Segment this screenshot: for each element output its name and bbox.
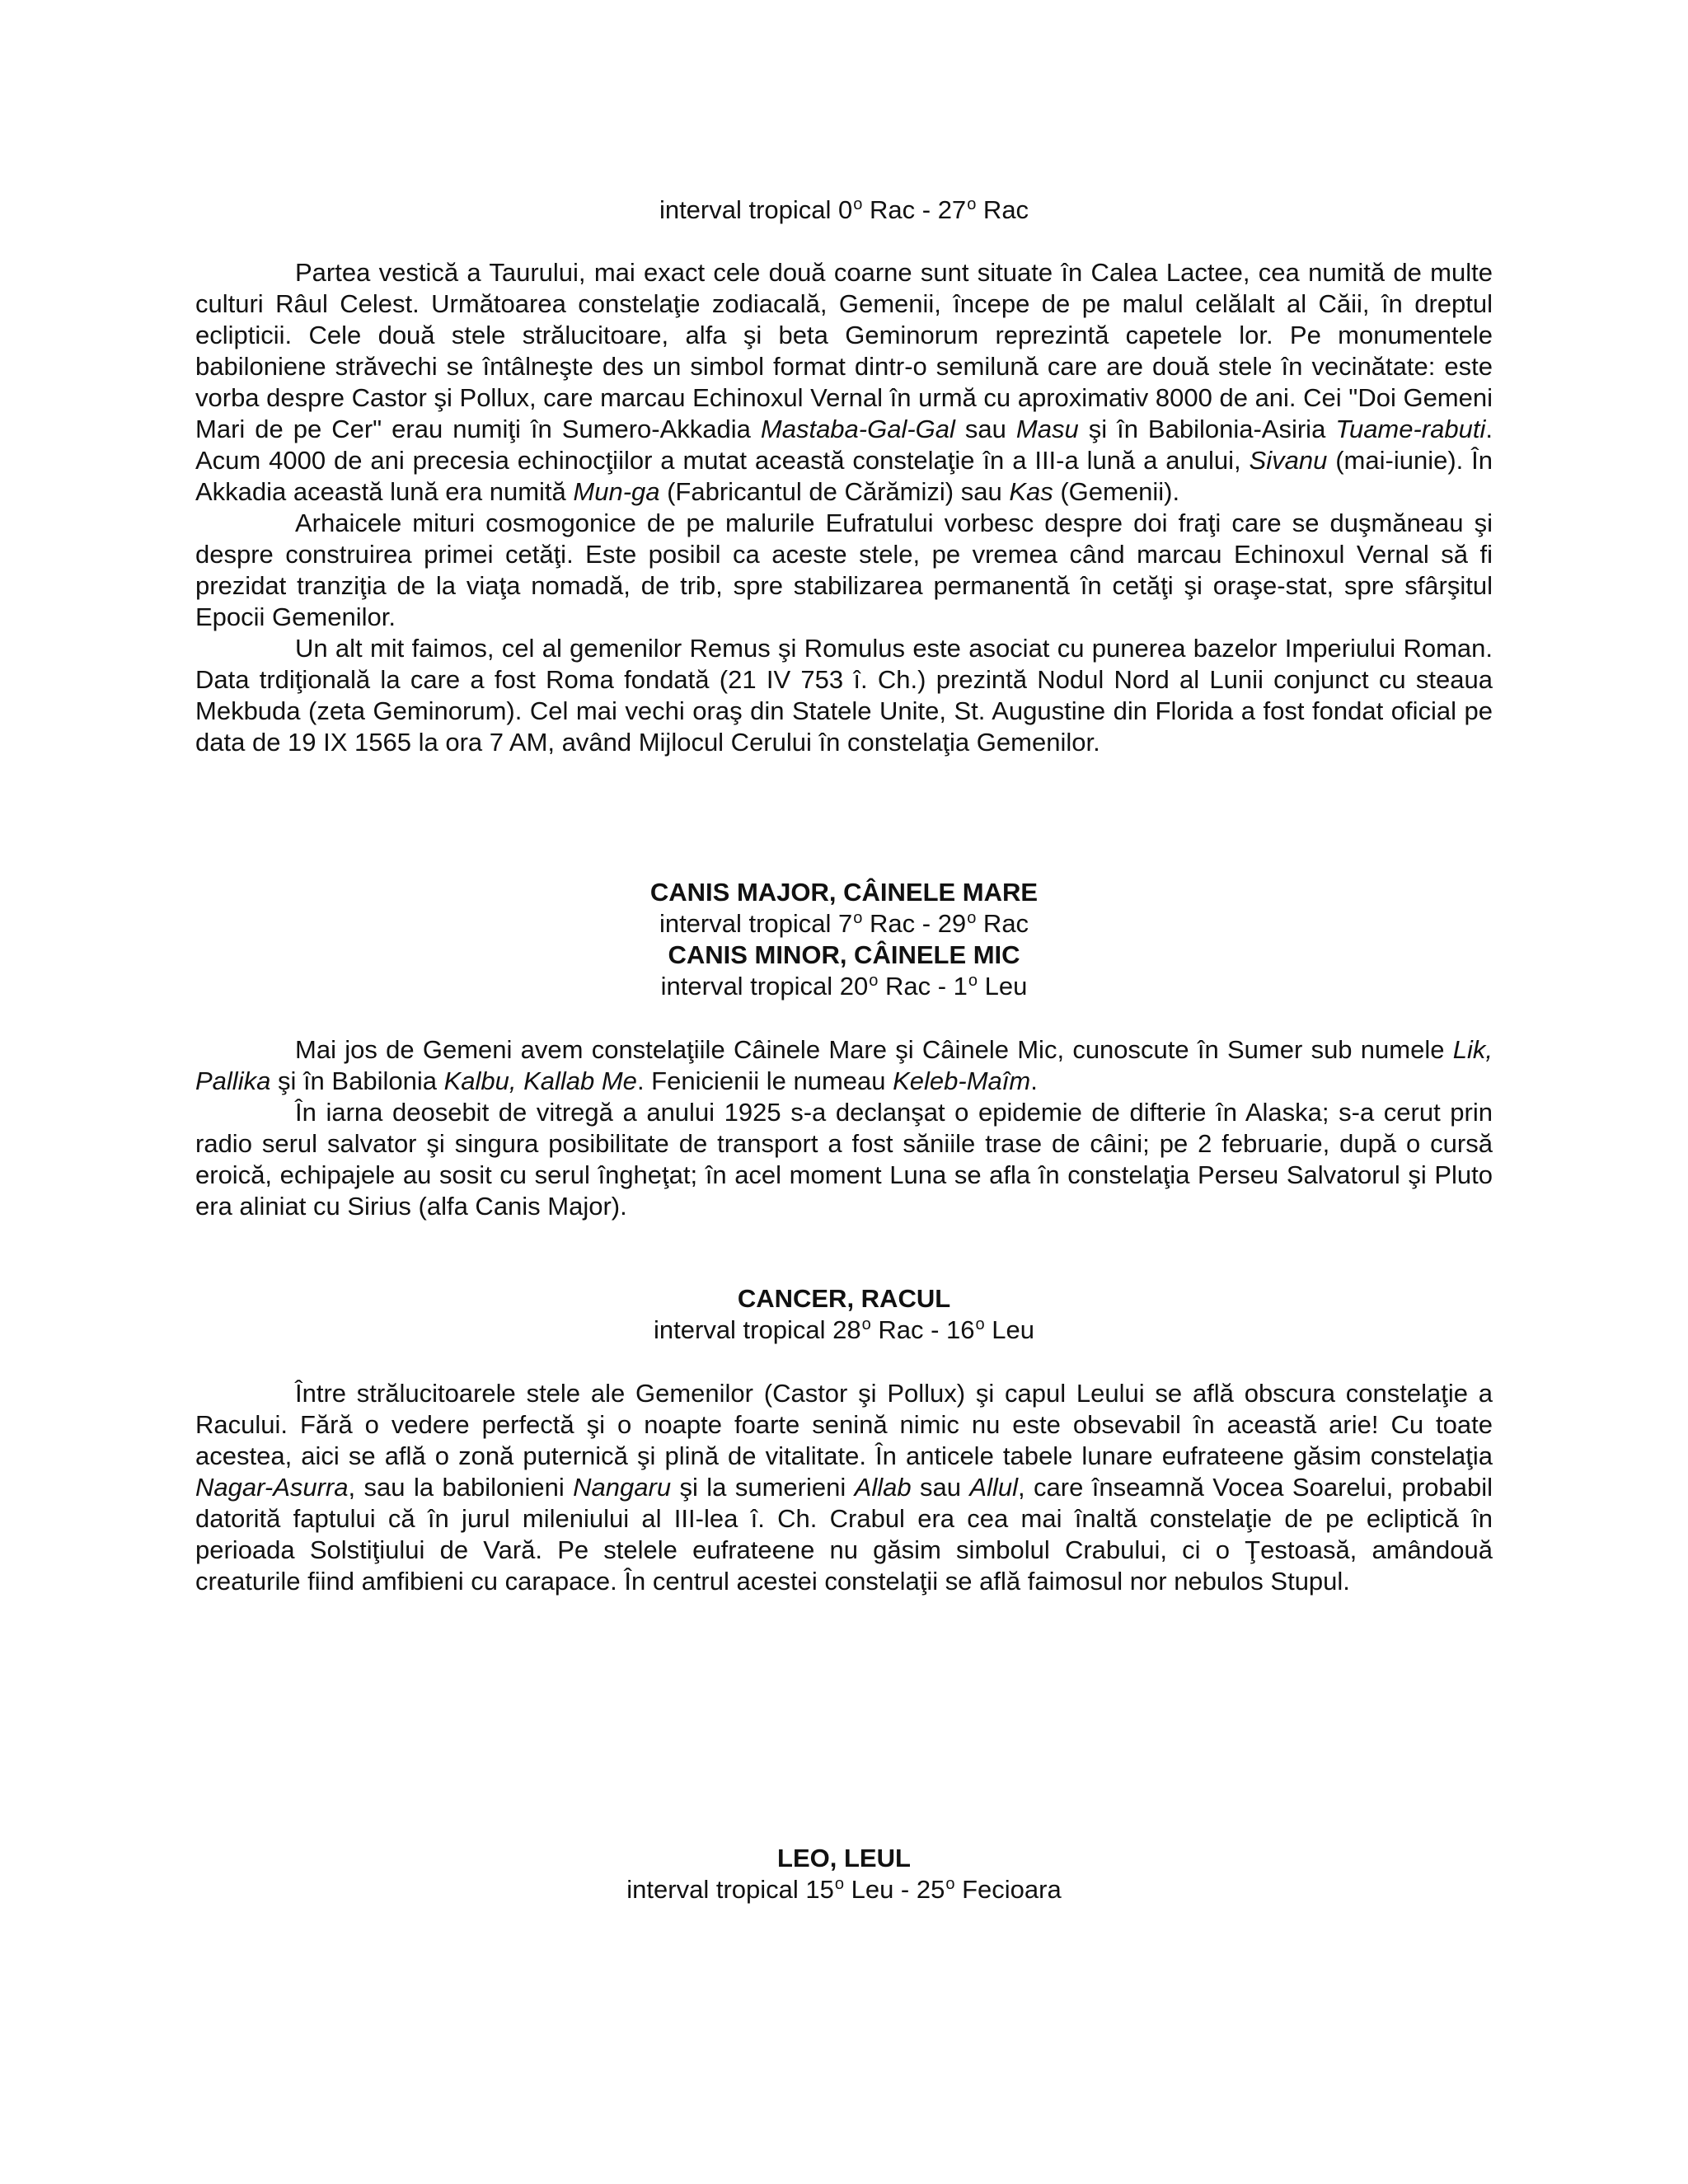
gemini-paragraph-2 — [195, 508, 1493, 633]
italic-term: Tuame-rabuti — [1335, 415, 1486, 443]
italic-term: Allul — [969, 1473, 1018, 1502]
canis-minor-range — [0, 971, 1688, 1005]
degree-mark: o — [853, 909, 863, 927]
degree-mark: o — [869, 972, 879, 990]
range-text: Rac - 1 — [878, 972, 968, 1001]
range-text: Rac - 27 — [862, 195, 967, 224]
text-run: . Acum 4000 de ani precesia echinocţiilor a mutat această constelaţie în a III-a lună a anului, — [195, 415, 1493, 475]
degree-mark: o — [945, 1875, 955, 1893]
text-run: În iarna deosebit de vitregă a anului 1925 s-a declanşat o epidemie de difterie în Alaska; s-a cerut prin radio serul salvator şi singura posibilitate de transport a fost săniile trase de câini; pe 2 februarie, după o cursă eroică, echipajele au sosit cu serul îngheţat; în acel moment Luna se afla în constelaţia Perseu Salvatorul şi Pluto era aliniat cu Sirius (alfa Canis Major). — [195, 1098, 1493, 1221]
canis-minor-title: CANIS MINOR, CÂINELE MIC — [668, 940, 1020, 969]
degree-mark: o — [834, 1875, 844, 1893]
text-run: şi în Babilonia — [270, 1066, 444, 1095]
italic-term: Mun-ga — [573, 477, 660, 506]
degree-mark: o — [853, 195, 863, 213]
degree-mark: o — [861, 1315, 871, 1333]
text-run: şi în Babilonia-Asiria — [1078, 415, 1336, 443]
range-text: Rac — [976, 909, 1029, 938]
gemini-range — [0, 194, 1688, 229]
italic-term: Nagar-Asurra — [195, 1473, 349, 1502]
range-text: Leu — [978, 972, 1028, 1001]
range-text: Rac - 16 — [870, 1315, 975, 1344]
gemini-paragraph-3 — [195, 633, 1493, 758]
range-text: Leu - 25 — [843, 1875, 945, 1904]
range-text: Leu — [984, 1315, 1034, 1344]
italic-term: Kalbu, Kallab Me — [443, 1066, 637, 1095]
text-run: , sau la babilonieni — [348, 1473, 574, 1502]
cancer-paragraph-1 — [195, 1378, 1493, 1597]
text-run: (mai-iunie). În Akkadia această lună era numită — [195, 446, 1493, 506]
text-run: Arhaicele mituri cosmogonice de pe malurile Eufratului vorbesc despre doi fraţi care se duşmăneau şi despre construirea primei cetăţi. Este posibil ca aceste stele, pe vremea când marcau Echinoxul Vernal să fi prezidat tranziţia de la viaţa nomadă, de trib, spre stabilizarea permanentă în cetăţi şi oraşe-stat, spre sfârşitul Epocii Gemenilor. — [195, 509, 1493, 631]
cancer-title: CANCER, RACUL — [737, 1284, 951, 1313]
italic-term: Sivanu — [1249, 446, 1328, 475]
text-run: Un alt mit faimos, cel al gemenilor Remus şi Romulus este asociat cu punerea bazelor Imperiului Roman. Data trdiţională la care a fost Roma fondată (21 IV 753 î. Ch.) prezintă Nodul Nord al Lunii conjunct cu steaua Mekbuda (zeta Geminorum). Cel mai vechi oraş din Statele Unite, St. Augustine din Florida a fost fondat oficial pe data de 19 IX 1565 la ora 7 AM, având Mijlocul Cerului în constelaţia Gemenilor. — [195, 634, 1493, 757]
range-text: interval tropical 28 — [654, 1315, 861, 1344]
gemini-body — [195, 257, 1493, 758]
leo-range — [0, 1874, 1688, 1909]
text-run: . Fenicienii le numeau — [636, 1066, 893, 1095]
canis-paragraph-1 — [195, 1034, 1493, 1097]
text-run: (Gemenii). — [1053, 477, 1180, 506]
text-run: Partea vestică a Taurului, mai exact cele două coarne sunt situate în Calea Lactee, cea numită de multe culturi Râul Celest. Următoarea constelaţie zodiacală, Gemenii, începe de pe malul celălalt al Căii, în dreptul eclipticii. Cele două stele strălucitoare, alfa şi beta Geminorum reprezintă capetele lor. Pe monumentele babiloniene străvechi se întâlneşte des un simbol format dintr-o semilună care are două stele în vecinătate: este vorba despre Castor şi Pollux, care marcau Echinoxul Vernal în urmă cu aproximativ 8000 de ani. Cei "Doi Gemeni Mari de pe Cer" erau numiţi în Sumero-Akkadia — [195, 258, 1493, 443]
text-run: . — [1030, 1066, 1038, 1095]
italic-term: Kas — [1009, 477, 1053, 506]
canis-major-title: CANIS MAJOR, CÂINELE MARE — [649, 878, 1039, 907]
range-text: Rac — [976, 195, 1029, 224]
italic-term: Masu — [1015, 415, 1079, 443]
cancer-body — [195, 1378, 1493, 1597]
degree-mark: o — [968, 972, 978, 990]
text-run: sau — [911, 1473, 970, 1502]
canis-body — [195, 1034, 1493, 1222]
leo-title: LEO, LEUL — [777, 1844, 911, 1872]
degree-mark: o — [967, 909, 977, 927]
text-run: , care înseamnă Vocea Soarelui, probabil datorită faptului că în jurul mileniului al III-lea î. Ch. Crabul era cea mai înaltă constelaţie de pe ecliptică în perioada Solstiţiului de Vară. Pe stelele eufrateene nu găsim simbolul Crabului, ci o Ţestoasă, amândouă creaturile fiind amfibieni cu carapace. În centrul acestei constelaţii se află faimosul nor nebulos Stupul. — [195, 1473, 1493, 1596]
text-run: Mai jos de Gemeni avem constelaţiile Câinele Mare şi Câinele Mic, cunoscute în Sumer sub numele — [295, 1035, 1453, 1064]
text-run: şi la sumerieni — [671, 1473, 855, 1502]
text-run: Între strălucitoarele stele ale Gemenilor (Castor şi Pollux) şi capul Leului se află obscura constelaţie a Racului. Fără o vedere perfectă şi o noapte foarte senină nimic nu este obsevabil în această arie! Cu toate acestea, aici se află o zonă puternică şi plină de vitalitate. În anticele tabele lunare eufrateene găsim constelaţia — [195, 1379, 1493, 1470]
canis-paragraph-2 — [195, 1097, 1493, 1222]
gemini-paragraph-1 — [195, 257, 1493, 508]
italic-term: Nangaru — [573, 1473, 672, 1502]
range-text: Rac - 29 — [862, 909, 967, 938]
range-text: Fecioara — [954, 1875, 1062, 1904]
canis-major-range — [0, 908, 1688, 943]
degree-mark: o — [967, 195, 977, 213]
cancer-range — [0, 1315, 1688, 1349]
text-run: sau — [954, 415, 1016, 443]
range-text: interval tropical 7 — [659, 909, 853, 938]
italic-term: Keleb-Maîm — [893, 1066, 1031, 1095]
text-run: (Fabricantul de Cărămizi) sau — [659, 477, 1010, 506]
italic-term: Lik, Pallika — [195, 1035, 1493, 1095]
degree-mark: o — [975, 1315, 985, 1333]
italic-term: Mastaba-Gal-Gal — [760, 415, 955, 443]
range-text: interval tropical 15 — [626, 1875, 834, 1904]
range-text: interval tropical 20 — [660, 972, 869, 1001]
italic-term: Allab — [854, 1473, 912, 1502]
range-text: interval tropical 0 — [659, 195, 853, 224]
